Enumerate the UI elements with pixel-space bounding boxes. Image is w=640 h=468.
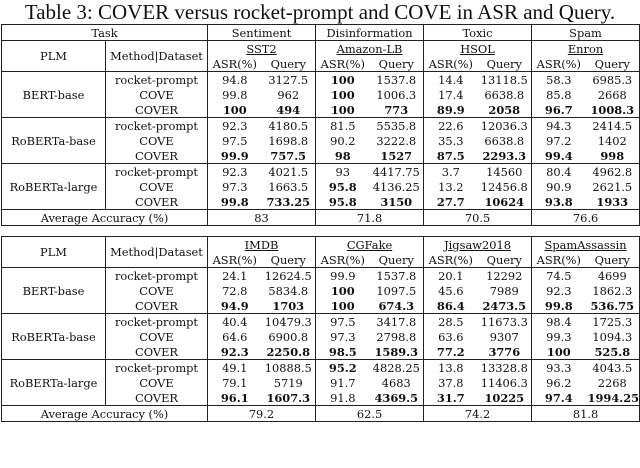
dataset-name <box>316 41 424 57</box>
query-value: 12036.3 <box>480 118 528 133</box>
asr-value: 92.3 <box>532 283 586 298</box>
dataset-name <box>208 41 316 57</box>
query-value: 2473.5 <box>478 298 532 314</box>
method-name: COVER <box>106 344 208 360</box>
dataset-name <box>532 237 640 253</box>
asr-value: 97.5 <box>208 133 262 148</box>
query-value: 1097.5 <box>376 283 417 298</box>
query-value: 10888.5 <box>264 360 312 375</box>
asr-value: 93 <box>316 164 370 180</box>
asr-value: 90.9 <box>532 179 586 194</box>
query-value: 1402 <box>586 133 640 148</box>
query-value: 10225 <box>478 390 532 406</box>
query-value: 4369.5 <box>370 390 424 406</box>
asr-value: 99.8 <box>208 87 262 102</box>
method-name: COVE <box>106 133 208 148</box>
metric-query: Query <box>478 56 532 72</box>
method-name: COVE <box>106 375 208 390</box>
metric-query: Query <box>262 56 316 72</box>
method-name: COVER <box>106 390 208 406</box>
query-value: 7989 <box>489 283 519 298</box>
asr-value: 96.1 <box>208 390 262 406</box>
query-value: 1703 <box>262 298 316 314</box>
asr-value: 92.3 <box>208 118 262 134</box>
query-value: 2621.5 <box>586 179 640 194</box>
asr-value: 93.3 <box>532 360 586 376</box>
table-row <box>2 164 640 180</box>
dataset-header-row <box>2 41 640 57</box>
dataset-label: SST2 <box>246 41 277 56</box>
query-value: 1537.8 <box>376 268 417 283</box>
asr-value: 100 <box>316 298 370 314</box>
table-caption: Table 3: COVER versus rocket-prompt and COVE in ASR and Query. <box>24 0 616 24</box>
query-value: 12456.8 <box>480 179 528 194</box>
asr-value: 97.3 <box>208 179 262 194</box>
asr-value: 97.5 <box>316 314 370 330</box>
asr-value: 24.1 <box>208 268 262 284</box>
query-value: 1537.8 <box>376 72 417 87</box>
results-table-2 <box>1 236 640 422</box>
dataset-name <box>316 237 424 253</box>
asr-value: 99.8 <box>532 298 586 314</box>
asr-value: 20.1 <box>424 268 478 284</box>
method-name: COVER <box>106 194 208 210</box>
asr-value: 92.3 <box>208 344 262 360</box>
method-name: COVE <box>106 87 208 102</box>
asr-value: 89.9 <box>424 102 478 118</box>
asr-value: 81.5 <box>316 118 370 134</box>
asr-value: 85.8 <box>532 87 586 102</box>
task-name: Disinformation <box>316 25 424 41</box>
metric-asr: ASR(%) <box>208 56 262 72</box>
query-value: 6985.3 <box>586 72 640 88</box>
query-value: 4699 <box>586 268 640 284</box>
query-value: 4180.5 <box>268 118 309 133</box>
average-accuracy-value: 79.2 <box>208 406 316 422</box>
asr-value: 13.8 <box>424 360 478 376</box>
query-value: 3150 <box>370 194 424 210</box>
query-value: 6638.8 <box>484 87 525 102</box>
asr-value: 91.7 <box>316 375 370 390</box>
dataset-name <box>424 41 532 57</box>
query-value: 1994.25 <box>587 390 640 405</box>
query-value: 3127.5 <box>268 72 309 87</box>
query-value: 10624 <box>478 194 532 210</box>
query-value: 536.75 <box>586 298 640 314</box>
plm-name: BERT-base <box>2 72 106 118</box>
metric-query: Query <box>478 252 532 268</box>
asr-value: 92.3 <box>208 164 262 180</box>
dataset-label: Enron <box>567 41 604 56</box>
asr-value: 97.2 <box>532 133 586 148</box>
results-table-1 <box>1 24 640 226</box>
method-name: COVE <box>106 329 208 344</box>
asr-value: 80.4 <box>532 164 586 180</box>
metric-asr: ASR(%) <box>532 56 586 72</box>
average-accuracy-value: 76.6 <box>532 210 640 226</box>
asr-value: 37.8 <box>424 375 478 390</box>
asr-value: 28.5 <box>424 314 478 330</box>
table-row <box>2 118 640 134</box>
asr-value: 74.5 <box>532 268 586 284</box>
query-value: 1006.3 <box>376 87 417 102</box>
asr-value: 17.4 <box>424 87 478 102</box>
metric-asr: ASR(%) <box>208 252 262 268</box>
query-value: 773 <box>370 102 424 118</box>
table-row <box>2 72 640 88</box>
asr-value: 27.7 <box>424 194 478 210</box>
asr-value: 100 <box>316 72 370 88</box>
query-value: 1663.5 <box>268 179 309 194</box>
average-accuracy-value: 62.5 <box>316 406 424 422</box>
query-value: 3417.8 <box>376 314 417 329</box>
plm-header: PLM <box>2 237 106 268</box>
dataset-name <box>208 237 316 253</box>
asr-value: 40.4 <box>208 314 262 330</box>
method-header: Method|Dataset <box>106 237 208 268</box>
query-value: 14560 <box>486 164 523 179</box>
asr-value: 49.1 <box>208 360 262 376</box>
average-accuracy-row <box>2 406 640 422</box>
method-name: rocket-prompt <box>106 268 208 284</box>
table-row <box>2 268 640 284</box>
asr-value: 3.7 <box>424 164 478 180</box>
dataset-label: SpamAssassin <box>544 237 627 252</box>
query-value: 3222.8 <box>376 133 417 148</box>
dataset-label: Amazon-LB <box>336 41 403 56</box>
query-value: 4021.5 <box>268 164 309 179</box>
table-row <box>2 314 640 330</box>
plm-header: PLM <box>2 41 106 72</box>
metric-asr: ASR(%) <box>316 56 370 72</box>
query-value: 525.8 <box>586 344 640 360</box>
method-name: rocket-prompt <box>106 164 208 180</box>
asr-value: 45.6 <box>424 283 478 298</box>
asr-value: 31.7 <box>424 390 478 406</box>
query-value: 2058 <box>478 102 532 118</box>
metric-query: Query <box>586 56 640 72</box>
table-row <box>2 360 640 376</box>
average-accuracy-label: Average Accuracy (%) <box>2 210 208 226</box>
method-name: COVE <box>106 179 208 194</box>
query-value: 4828.25 <box>372 360 420 375</box>
metric-query: Query <box>370 252 424 268</box>
asr-value: 94.9 <box>208 298 262 314</box>
average-accuracy-value: 83 <box>208 210 316 226</box>
metric-asr: ASR(%) <box>424 252 478 268</box>
asr-value: 87.5 <box>424 148 478 164</box>
method-name: rocket-prompt <box>106 72 208 88</box>
query-value: 2268 <box>586 375 640 390</box>
metric-asr: ASR(%) <box>424 56 478 72</box>
query-value: 6638.8 <box>484 133 525 148</box>
query-value: 1008.3 <box>586 102 640 118</box>
query-value: 13328.8 <box>480 360 528 375</box>
asr-value: 99.9 <box>316 268 370 284</box>
method-name: rocket-prompt <box>106 314 208 330</box>
asr-value: 95.2 <box>316 360 370 376</box>
metric-query: Query <box>370 56 424 72</box>
query-value: 4683 <box>381 375 411 390</box>
query-value: 4136.25 <box>372 179 420 194</box>
asr-value: 98.5 <box>316 344 370 360</box>
plm-name: BERT-base <box>2 268 106 314</box>
query-value: 13118.5 <box>480 72 528 87</box>
task-name: Spam <box>532 25 640 41</box>
asr-value: 99.3 <box>532 329 586 344</box>
asr-value: 22.6 <box>424 118 478 134</box>
asr-value: 100 <box>208 102 262 118</box>
dataset-header-row <box>2 237 640 253</box>
metric-query: Query <box>262 252 316 268</box>
query-value: 4962.8 <box>586 164 640 180</box>
asr-value: 97.4 <box>532 390 586 406</box>
asr-value: 77.2 <box>424 344 478 360</box>
query-value: 5535.8 <box>376 118 417 133</box>
query-value: 1698.8 <box>268 133 309 148</box>
average-accuracy-label: Average Accuracy (%) <box>2 406 208 422</box>
dataset-name <box>532 41 640 57</box>
asr-value: 94.3 <box>532 118 586 134</box>
method-name: COVER <box>106 148 208 164</box>
average-accuracy-row <box>2 210 640 226</box>
metric-query: Query <box>586 252 640 268</box>
query-value: 6900.8 <box>268 329 309 344</box>
query-value: 1862.3 <box>586 283 640 298</box>
query-value: 12292 <box>486 268 523 283</box>
method-name: rocket-prompt <box>106 118 208 134</box>
query-value: 674.3 <box>370 298 424 314</box>
dataset-name <box>424 237 532 253</box>
metric-asr: ASR(%) <box>532 252 586 268</box>
task-header-row <box>2 25 640 41</box>
asr-value: 35.3 <box>424 133 478 148</box>
query-value: 5719 <box>273 375 303 390</box>
asr-value: 100 <box>316 102 370 118</box>
method-name: COVER <box>106 102 208 118</box>
plm-name: RoBERTa-base <box>2 314 106 360</box>
query-value: 10479.3 <box>264 314 312 329</box>
asr-value: 99.4 <box>532 148 586 164</box>
asr-value: 93.8 <box>532 194 586 210</box>
task-name: Toxic <box>424 25 532 41</box>
query-value: 12624.5 <box>264 268 312 283</box>
asr-value: 99.8 <box>208 194 262 210</box>
query-value: 757.5 <box>262 148 316 164</box>
query-value: 9307 <box>489 329 519 344</box>
asr-value: 100 <box>532 344 586 360</box>
asr-value: 95.8 <box>316 179 370 194</box>
metric-asr: ASR(%) <box>316 252 370 268</box>
query-value: 962 <box>277 87 300 102</box>
query-value: 3776 <box>478 344 532 360</box>
asr-value: 95.8 <box>316 194 370 210</box>
asr-value: 72.8 <box>208 283 262 298</box>
asr-value: 79.1 <box>208 375 262 390</box>
asr-value: 98 <box>316 148 370 164</box>
plm-name: RoBERTa-large <box>2 360 106 406</box>
dataset-label: CGFake <box>346 237 393 252</box>
dataset-label: HSOL <box>460 41 495 56</box>
asr-value: 14.4 <box>424 72 478 88</box>
query-value: 1094.3 <box>586 329 640 344</box>
task-name: Sentiment <box>208 25 316 41</box>
query-value: 494 <box>262 102 316 118</box>
asr-value: 100 <box>316 87 370 102</box>
query-value: 5834.8 <box>268 283 309 298</box>
plm-name: RoBERTa-base <box>2 118 106 164</box>
method-name: COVER <box>106 298 208 314</box>
query-value: 4417.75 <box>372 164 420 179</box>
query-value: 2293.3 <box>478 148 532 164</box>
asr-value: 98.4 <box>532 314 586 330</box>
query-value: 2798.8 <box>376 329 417 344</box>
query-value: 1527 <box>370 148 424 164</box>
query-value: 1589.3 <box>370 344 424 360</box>
average-accuracy-value: 70.5 <box>424 210 532 226</box>
asr-value: 64.6 <box>208 329 262 344</box>
query-value: 998 <box>586 148 640 164</box>
asr-value: 86.4 <box>424 298 478 314</box>
asr-value: 97.3 <box>316 329 370 344</box>
query-value: 1933 <box>586 194 640 210</box>
dataset-label: Jigsaw2018 <box>444 237 511 252</box>
asr-value: 13.2 <box>424 179 478 194</box>
asr-value: 90.2 <box>316 133 370 148</box>
method-name: COVE <box>106 283 208 298</box>
average-accuracy-value: 71.8 <box>316 210 424 226</box>
asr-value: 100 <box>316 283 370 298</box>
query-value: 1725.3 <box>586 314 640 330</box>
method-header: Method|Dataset <box>106 41 208 72</box>
query-value: 733.25 <box>262 194 316 210</box>
query-value: 1607.3 <box>262 390 316 406</box>
task-header: Task <box>2 25 208 41</box>
query-value: 11673.3 <box>480 314 528 329</box>
query-value: 2668 <box>586 87 640 102</box>
query-value: 2414.5 <box>586 118 640 134</box>
asr-value: 96.7 <box>532 102 586 118</box>
asr-value: 94.8 <box>208 72 262 88</box>
asr-value: 63.6 <box>424 329 478 344</box>
query-value: 4043.5 <box>586 360 640 376</box>
query-value: 2250.8 <box>262 344 316 360</box>
average-accuracy-value: 74.2 <box>424 406 532 422</box>
plm-name: RoBERTa-large <box>2 164 106 210</box>
asr-value: 99.9 <box>208 148 262 164</box>
dataset-label: IMDB <box>244 237 279 252</box>
asr-value: 58.3 <box>532 72 586 88</box>
average-accuracy-value: 81.8 <box>532 406 640 422</box>
method-name: rocket-prompt <box>106 360 208 376</box>
asr-value: 96.2 <box>532 375 586 390</box>
asr-value: 91.8 <box>316 390 370 406</box>
query-value: 11406.3 <box>480 375 528 390</box>
